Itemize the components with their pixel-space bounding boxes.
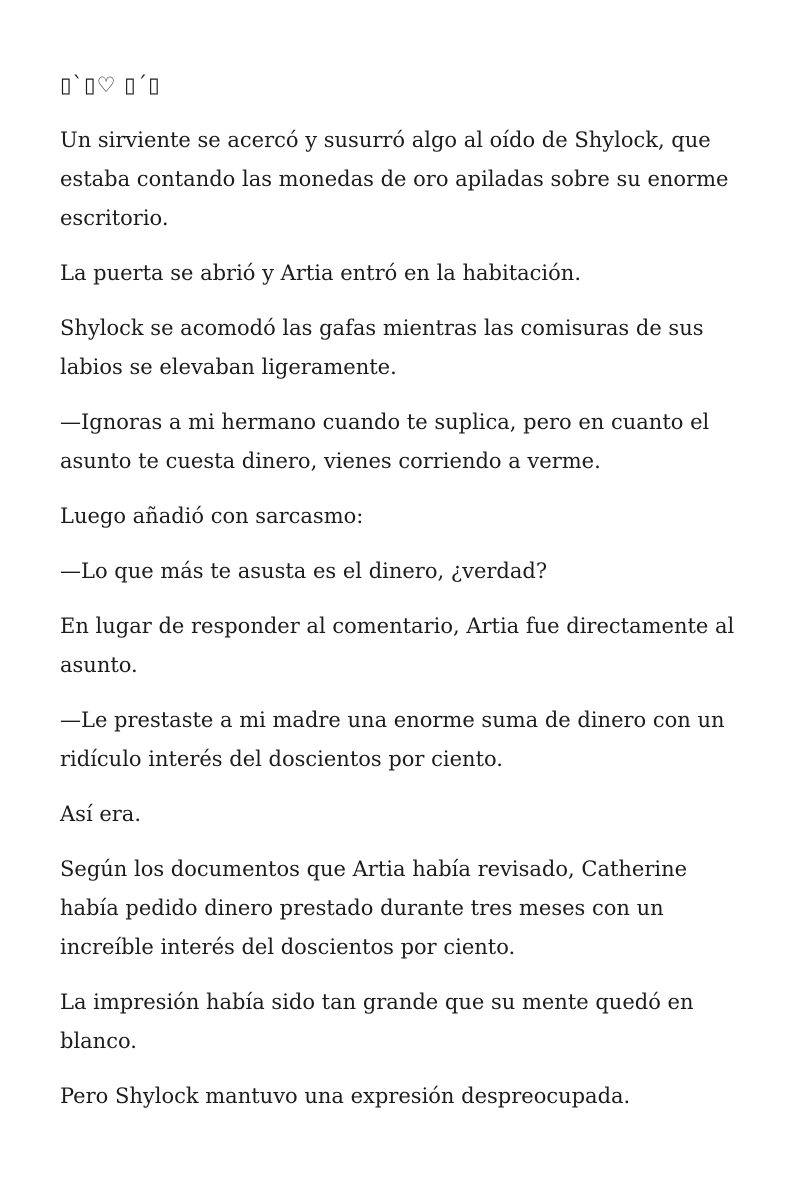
reading-page — [60, 66, 750, 1132]
paragraph-5: Luego añadió con sarcasmo: — [60, 504, 364, 528]
paragraph-4: —Ignoras a mi hermano cuando te suplica, pero en cuanto el asunto te cuesta dinero, vienes corriendo a verme. — [60, 410, 710, 473]
paragraph-6: —Lo que más te asusta es el dinero, ¿verdad? — [60, 559, 548, 583]
paragraph-9: Así era. — [60, 802, 141, 826]
paragraph-12: Pero Shylock mantuvo una expresión despreocupada. — [60, 1084, 631, 1108]
paragraph-3: Shylock se acomodó las gafas mientras las comisuras de sus labios se elevaban ligeramente. — [60, 316, 704, 379]
paragraph-8: —Le prestaste a mi madre una enorme suma de dinero con un ridículo interés del doscientos por ciento. — [60, 708, 725, 771]
header-ornament: ▯`▯♡ ▯´▯ — [60, 73, 161, 97]
paragraph-1: Un sirviente se acercó y susurró algo al oído de Shylock, que estaba contando las monedas de oro apiladas sobre su enorme escritorio. — [60, 128, 729, 230]
paragraph-2: La puerta se abrió y Artia entró en la habitación. — [60, 261, 581, 285]
paragraph-7: En lugar de responder al comentario, Artia fue directamente al asunto. — [60, 614, 735, 677]
paragraph-10: Según los documentos que Artia había revisado, Catherine había pedido dinero prestado durante tres meses con un increíble interés del doscientos por ciento. — [60, 857, 688, 959]
paragraph-11: La impresión había sido tan grande que su mente quedó en blanco. — [60, 990, 694, 1053]
